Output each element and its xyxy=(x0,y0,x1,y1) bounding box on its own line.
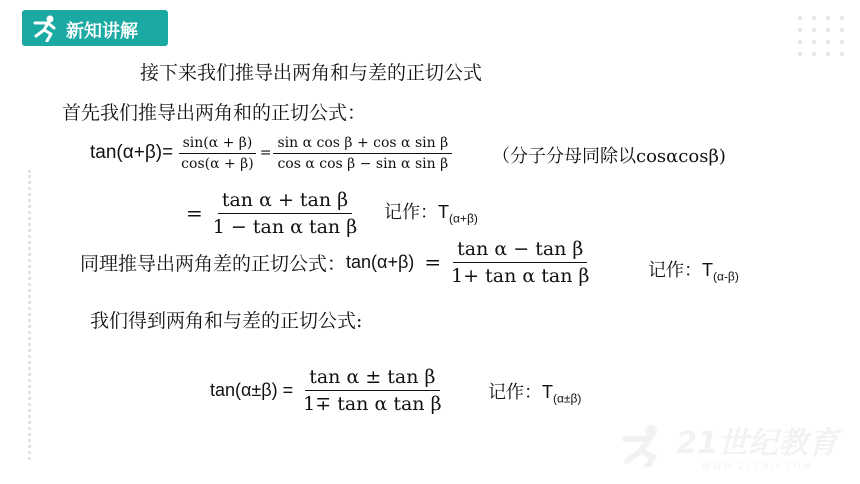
dot-grid-decoration xyxy=(796,14,846,58)
formula-tan-sum-diff xyxy=(210,362,446,418)
formula1-fraction2 xyxy=(273,135,452,172)
formula-tan-diff xyxy=(80,234,593,290)
formula3-num: tan α − tan β xyxy=(453,238,587,263)
formula4-record-T: T xyxy=(542,382,553,402)
watermark-logo xyxy=(617,418,838,472)
formula2-record-label: 记作： xyxy=(384,202,438,223)
formula3-record-T: T xyxy=(702,260,713,280)
summary-text: 我们得到两角和与差的正切公式: xyxy=(90,310,363,332)
formula1-equals: = xyxy=(259,145,272,161)
formula4-num: tan α ± tan β xyxy=(305,366,439,391)
formula2-den: 1 − tan α tan β xyxy=(212,215,358,238)
formula1-frac1-den: cos(α + β) xyxy=(181,155,254,172)
formula2-fraction xyxy=(209,189,361,238)
formula3-label: 同理推导出两角差的正切公式： xyxy=(80,252,347,275)
formula3-equals: = xyxy=(424,250,442,274)
formula1-frac2-den: cos α cos β − sin α sin β xyxy=(277,155,449,172)
formula1-lhs: tan(α+β)= xyxy=(90,142,174,163)
formula2-num: tan α + tan β xyxy=(218,189,352,214)
formula1-frac1-num: sin(α + β) xyxy=(179,135,257,154)
section-title: 新知讲解 xyxy=(66,21,138,42)
formula3-lhs: tan(α+β) xyxy=(346,251,415,272)
formula3-record-label: 记作： xyxy=(648,260,702,281)
watermark-url: WWW.21CNJY.COM xyxy=(701,462,813,472)
first-step-text: 首先我们推导出两角和的正切公式： xyxy=(62,102,367,124)
watermark-text: 21世纪教育 xyxy=(676,426,838,461)
section-badge xyxy=(22,10,168,46)
formula3-record-sub: (α-β) xyxy=(713,269,739,284)
formula4-fraction xyxy=(299,366,445,415)
formula1-note: （分子分母同除以cosαcosβ) xyxy=(492,146,726,167)
runner-icon xyxy=(30,14,60,42)
formula1-frac2-num: sin α cos β + cos α sin β xyxy=(273,135,452,154)
formula2-record-sub: (α+β) xyxy=(449,211,478,226)
formula4-record-sub: (α±β) xyxy=(553,391,582,406)
intro-text: 接下来我们推导出两角和与差的正切公式 xyxy=(140,62,483,84)
formula4-lhs: tan(α±β) = xyxy=(210,379,294,400)
left-dotted-line xyxy=(28,170,31,460)
formula4-record-label: 记作： xyxy=(488,382,542,403)
watermark-runner-icon xyxy=(617,423,671,467)
formula3-den: 1+ tan α tan β xyxy=(451,264,590,287)
formula3-record xyxy=(648,256,739,284)
formula4-record xyxy=(488,378,581,406)
formula2-equals: = xyxy=(186,201,203,225)
formula2-record xyxy=(384,198,478,226)
formula3-fraction xyxy=(447,238,593,287)
formula4-den: 1∓ tan α tan β xyxy=(303,392,442,415)
formula1-fraction1 xyxy=(177,135,258,172)
formula2-record-T: T xyxy=(438,202,449,222)
formula-tan-sum-derivation xyxy=(90,130,452,176)
